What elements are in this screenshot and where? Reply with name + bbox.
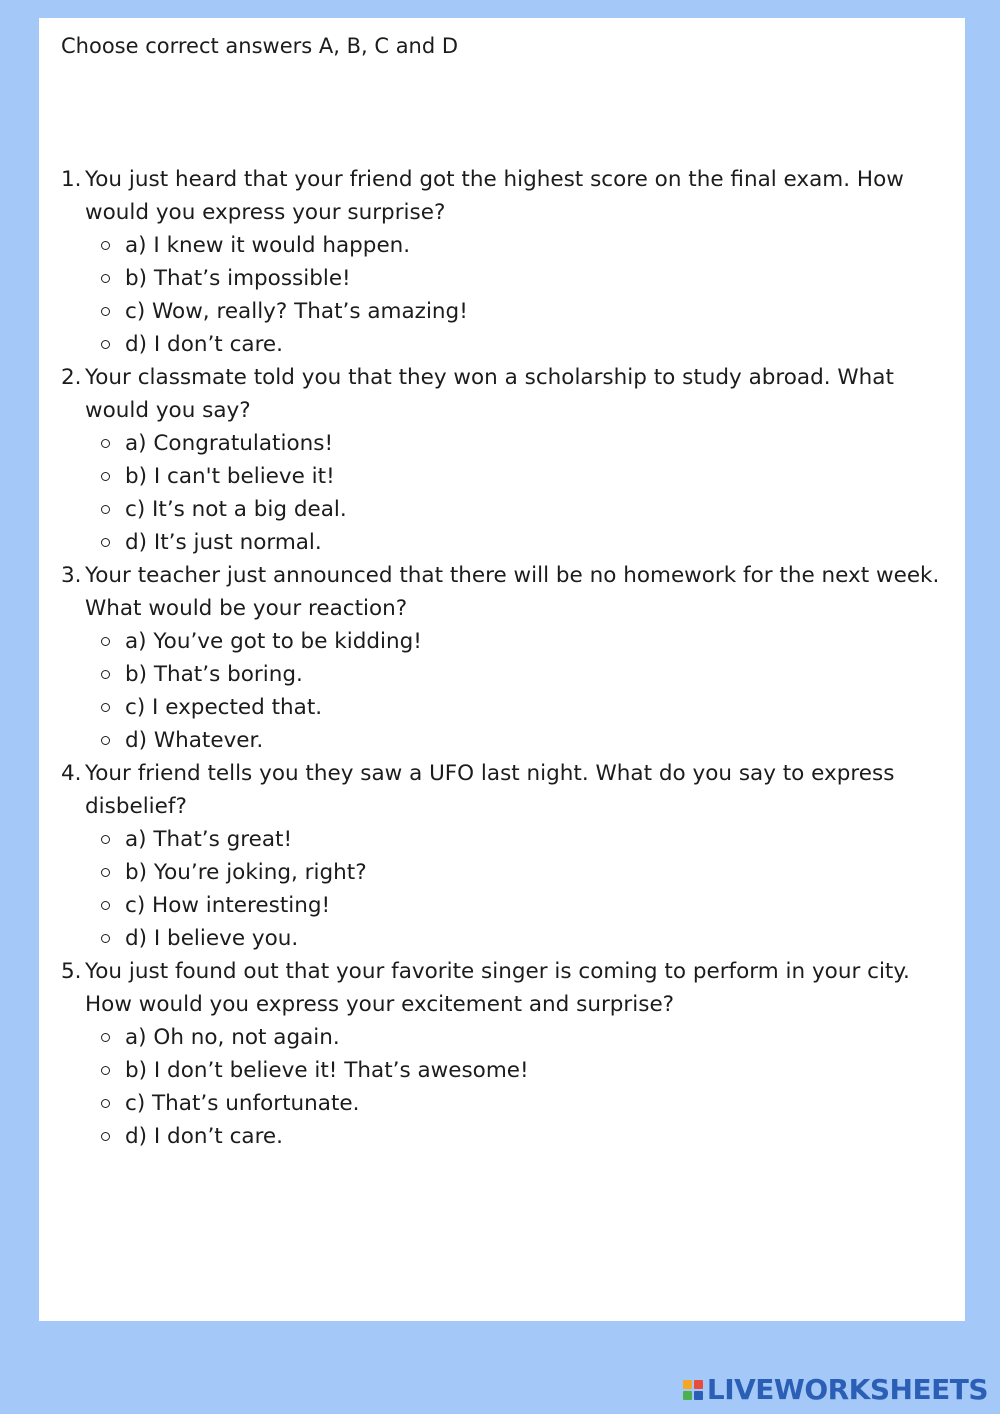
option-d [85, 724, 959, 757]
option-list [85, 229, 959, 361]
option-label: a) Congratulations! [125, 431, 334, 456]
liveworksheets-logo[interactable] [683, 1372, 988, 1408]
option-b [85, 262, 959, 295]
option-d [85, 1120, 959, 1153]
option-a [85, 229, 959, 262]
option-list [85, 1021, 959, 1153]
question-number: 1. [61, 167, 82, 192]
option-label: a) Oh no, not again. [125, 1025, 340, 1050]
option-list [85, 427, 959, 559]
instructions-text: Choose correct answers A, B, C and D [61, 34, 459, 58]
option-b [85, 1054, 959, 1087]
option-label: a) You’ve got to be kidding! [125, 629, 422, 654]
circle-bullet-icon [101, 274, 110, 283]
option-label: c) Wow, really? That’s amazing! [125, 299, 468, 324]
circle-bullet-icon [101, 472, 110, 481]
question-item [39, 163, 965, 361]
option-label: b) That’s impossible! [125, 266, 351, 291]
option-c [85, 493, 959, 526]
option-label: c) It’s not a big deal. [125, 497, 347, 522]
question-text: Your teacher just announced that there will be no homework for the next week. What would be your reaction? [85, 563, 940, 621]
option-label: d) It’s just normal. [125, 530, 322, 555]
circle-bullet-icon [101, 1033, 110, 1042]
option-label: b) I don’t believe it! That’s awesome! [125, 1058, 529, 1083]
option-label: c) I expected that. [125, 695, 323, 720]
question-text: Your friend tells you they saw a UFO last night. What do you say to express disbelief? [85, 761, 895, 819]
question-number: 2. [61, 365, 82, 390]
option-label: c) How interesting! [125, 893, 331, 918]
option-a [85, 625, 959, 658]
question-text: You just heard that your friend got the highest score on the final exam. How would you express your surprise? [85, 167, 904, 225]
circle-bullet-icon [101, 934, 110, 943]
circle-bullet-icon [101, 538, 110, 547]
option-label: b) That’s boring. [125, 662, 303, 687]
option-label: d) I don’t care. [125, 332, 283, 357]
circle-bullet-icon [101, 1099, 110, 1108]
option-c [85, 691, 959, 724]
option-a [85, 427, 959, 460]
circle-bullet-icon [101, 868, 110, 877]
circle-bullet-icon [101, 241, 110, 250]
option-d [85, 526, 959, 559]
circle-bullet-icon [101, 1066, 110, 1075]
question-text: Your classmate told you that they won a scholarship to study abroad. What would you say? [85, 365, 894, 423]
option-c [85, 295, 959, 328]
question-number: 4. [61, 761, 82, 786]
option-a [85, 823, 959, 856]
circle-bullet-icon [101, 901, 110, 910]
liveworksheets-logo-icon [683, 1380, 703, 1400]
option-label: a) That’s great! [125, 827, 293, 852]
option-label: a) I knew it would happen. [125, 233, 411, 258]
circle-bullet-icon [101, 835, 110, 844]
option-b [85, 856, 959, 889]
option-d [85, 922, 959, 955]
option-c [85, 1087, 959, 1120]
circle-bullet-icon [101, 505, 110, 514]
circle-bullet-icon [101, 670, 110, 679]
circle-bullet-icon [101, 637, 110, 646]
option-label: d) I don’t care. [125, 1124, 283, 1149]
option-a [85, 1021, 959, 1054]
circle-bullet-icon [101, 703, 110, 712]
circle-bullet-icon [101, 439, 110, 448]
option-list [85, 625, 959, 757]
option-b [85, 658, 959, 691]
circle-bullet-icon [101, 736, 110, 745]
circle-bullet-icon [101, 1132, 110, 1141]
question-item [39, 955, 965, 1153]
option-label: b) You’re joking, right? [125, 860, 367, 885]
question-list [39, 163, 965, 1153]
worksheet-page [39, 18, 965, 1321]
question-number: 3. [61, 563, 82, 588]
circle-bullet-icon [101, 307, 110, 316]
question-item [39, 559, 965, 757]
logo-text: LIVEWORKSHEETS [706, 1373, 988, 1406]
circle-bullet-icon [101, 340, 110, 349]
option-d [85, 328, 959, 361]
option-label: b) I can't believe it! [125, 464, 335, 489]
option-label: c) That’s unfortunate. [125, 1091, 360, 1116]
question-item [39, 361, 965, 559]
option-c [85, 889, 959, 922]
option-label: d) Whatever. [125, 728, 264, 753]
option-list [85, 823, 959, 955]
question-number: 5. [61, 959, 82, 984]
option-label: d) I believe you. [125, 926, 299, 951]
option-b [85, 460, 959, 493]
question-text: You just found out that your favorite singer is coming to perform in your city. How would you express your excitement and surprise? [85, 959, 910, 1017]
question-item [39, 757, 965, 955]
